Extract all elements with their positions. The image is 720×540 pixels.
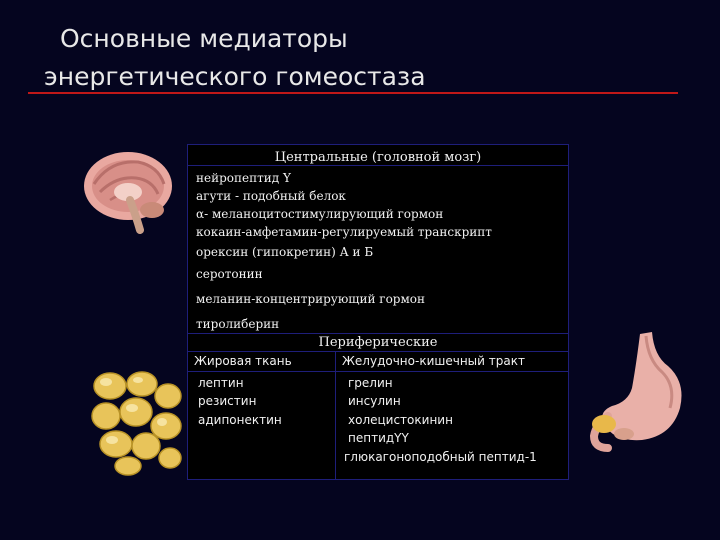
central-item: α- меланоцитостимулирующий гормон [196, 207, 444, 221]
peripheral-header: Периферические [318, 335, 438, 350]
subheader-divider [188, 371, 568, 372]
gi-item: глюкагоноподобный пептид-1 [344, 450, 537, 464]
brain-illustration [80, 146, 176, 234]
adipose-header: Жировая ткань [194, 354, 292, 368]
gi-header: Желудочно-кишечный тракт [342, 354, 525, 368]
fat-cells-illustration [88, 370, 186, 476]
central-item: серотонин [196, 267, 263, 281]
adipose-item: лептин [198, 376, 244, 390]
gi-item: инсулин [348, 394, 401, 408]
peripheral-top-divider [188, 333, 568, 334]
stomach-illustration [582, 326, 690, 454]
title-line-2: энергетического гомеостаза [44, 62, 426, 91]
gi-item: грелин [348, 376, 393, 390]
central-item: орексин (гипокретин) А и Б [196, 245, 374, 259]
central-header: Центральные (головной мозг) [274, 150, 482, 165]
gi-item: пептидYY [348, 431, 409, 445]
adipose-item: адипонектин [198, 413, 282, 427]
central-item: кокаин-амфетамин-регулируемый транскрипт [196, 225, 492, 239]
central-item: меланин-концентрирующий гормон [196, 292, 426, 306]
column-divider [335, 351, 336, 479]
adipose-item: резистин [198, 394, 257, 408]
title-line-1: Основные медиаторы [60, 24, 348, 53]
gi-item: холецистокинин [348, 413, 453, 427]
peripheral-header-divider [188, 351, 568, 352]
central-item: нейропептид Y [196, 171, 291, 185]
central-item: агути - подобный белок [196, 189, 346, 203]
central-item: тиролиберин [196, 317, 280, 331]
title-underline [28, 92, 678, 94]
central-header-divider [188, 165, 568, 166]
mediators-table [187, 144, 569, 480]
